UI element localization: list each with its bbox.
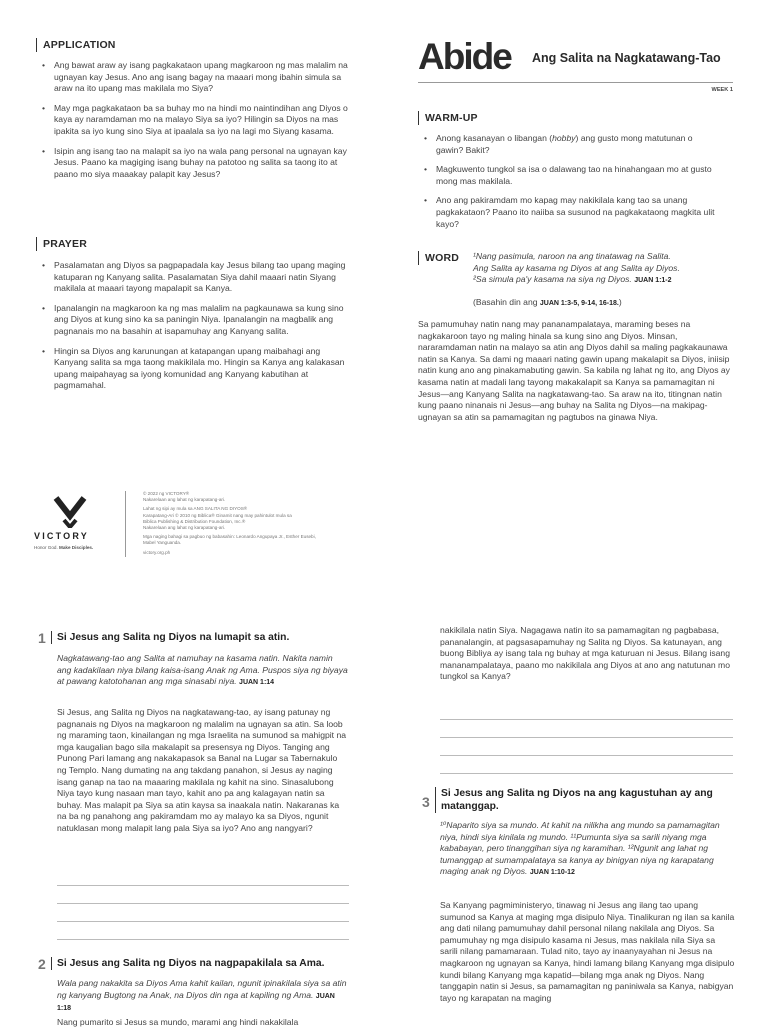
list-item: • Isipin ang isang tao na malapit sa iyo na wala pang personal na ugnayan kay Jesus. Paano ka magiging isang buhay na patotoo ng salita sa taong ito at paano mo siya maaakay palapit kay Jesus? — [40, 146, 352, 181]
victory-tagline: Honor God. Make Disciples. — [34, 545, 94, 550]
list-item: • Anong kasanayan o libangan (hobby) ang gusto mong matutunan o gawin? Bakit? — [422, 133, 722, 156]
prayer-heading: PRAYER — [36, 237, 87, 251]
point-verse: Nagkatawang-tao ang Salita at namuhay na kasama natin. Nakita namin ang kadakilaan niya bilang kaisa-isang Anak ng Ama. Puspos siya ng biyaya at pawang katotohanan ang mga sinasabi niya. JUAN 1:14 — [57, 653, 348, 687]
title-divider — [418, 82, 733, 83]
point-number: 3 — [422, 794, 430, 810]
word-heading: WORD — [418, 251, 459, 265]
victory-logo-icon — [52, 496, 88, 528]
point-body: Si Jesus, ang Salita ng Diyos na nagkatawang-tao, ay isang patunay ng pagnanais ng Diyos na magkaroon ng malalim na ugnayan sa atin. Sa loob ng maraming taon, kinailangan ng mga Israelita na sumunod sa mahigpit na mga kaugalian bago sila makalapit sa presensya ng Diyos. Tanging ang Punong Pari lamang ang nakakapasok sa Banal na Lugar sa Tabernakulo ng Templo. Nang dumating na ang takdang panahon, si Jesus ay naging isang ganap na tao na maaaring makilala ng kahit na sino. Sinasalubong Niya tayo kung nasaan man tayo, kahit ano pa ang kalagayan natin sa buhay. Mas malapit pa Siya sa atin kaysa sa inaakala natin. Nakaranas ka na ba ng panahong ang pakiramdam mo ay malayo ka sa Diyos, ngunit natuklasan mong malapit lang pala Siya sa iyo? Ano ang nangyari? — [57, 707, 347, 833]
page-title: Ang Salita na Nagkatawang-Tao — [532, 51, 721, 65]
list-item: • Ipanalangin na magkaroon ka ng mas malalim na pagkaunawa sa kung sino ang Diyos at kung sino ka sa paningin Niya. Ipanalangin na magbalik ang pagnanais mo na basahin at isapamuhay ang Kanyang salita. — [40, 303, 352, 338]
abide-logo: Abide — [418, 36, 511, 77]
word-paragraph: Sa pamumuhay natin nang may pananampalataya, maraming beses na nagkakaroon tayo ng maling hinala sa kung sino ang Diyos. Minsan, nararamdaman natin na malayo sa atin ang Diyos dahil sa maling pagkakaunawa natin sa Kanya. Sa dami ng maaari nating gawin upang makalapit sa Diyos, iniisip natin kung ano ang pinakamabuting gawin. Sa kabila ng lahat ng ito, ang Diyos ay kasama natin at madali lang tayong makakalapit sa Kanya sa pamamagitan ni Jesus—ang Kanyang Salita na nagkatawang-tao. Sa araw na ito, titingnan natin kung paano ninanais ni Jesus—ang buhay na Salita ng Diyos—na makipag-ugnayan sa atin sa pamamagitan ng pagtubos na ginawa Niya. — [418, 319, 730, 422]
also-read: (Basahin din ang JUAN 1:3-5, 9-14, 16-18.) — [473, 297, 622, 307]
warmup-heading: WARM-UP — [418, 111, 478, 125]
point-verse: ¹⁰Naparito siya sa mundo. At kahit na nilikha ang mundo sa pamamagitan niya, hindi siya kinilala ng mundo. ¹¹Pumunta siya sa sarili niyang mga kababayan, pero tinanggihan siya ng karamihan. ¹²Ngunit ang lahat ng tumanggap at sumampalataya sa kanya ay binigyan niya ng karapatang maging anak ng Diyos. JUAN 1:10-12 — [440, 820, 720, 877]
warmup-list — [422, 133, 722, 238]
prayer-list — [40, 260, 352, 400]
point-number: 2 — [38, 956, 46, 972]
list-item: • Ang bawat araw ay isang pagkakataon upang magkaroon ng mas malalim na ugnayan kay Jesus. Ano ang isang bagay na maaari mong ibahin simula sa araw na ito upang mas makilala mo Siya? — [40, 60, 352, 95]
footer-divider — [125, 491, 126, 557]
copyright-block: © 2022 ng VICTORY® Nakarelaan ang lahat ng karapatang-ari. Lahat ng sipi ay mula sa ANG SALITA NG DIYOS® Karapatang-Ari © 2010 ng Biblica® Ginamit nang may pahintulot mula sa Biblica Publishing & Distribution Foundation, Inc.® Nakarelaan ang lahat ng karapatang-ari. Mga naging bahagi sa pagbuo ng babasahin: Leonardo Angupaya Jr., Esther Eusebi, Mabel Yanguanda. victory.org.ph — [143, 491, 316, 555]
application-list — [40, 60, 352, 188]
list-item: • Pasalamatan ang Diyos sa pagpapadala kay Jesus bilang tao upang maging katuparan ng Kanyang salita. Pasalamatan Siya dahil maaari natin Siyang makilala at maaari tayong mapalapit sa Kanya. — [40, 260, 352, 295]
victory-wordmark: VICTORY — [34, 531, 89, 541]
list-item: • May mga pagkakataon ba sa buhay mo na hindi mo naintindihan ang Diyos o kaya ay naramdaman mo na malayo Siya sa iyo? Hilingin sa Diyos na mas ipakita sa iyo kung sino Siya at ipaalala sa iyo na lagi mo Siyang kasama. — [40, 103, 352, 138]
word-verse: ¹Nang pasimula, naroon na ang tinatawag na Salita. Ang Salita ay kasama ng Diyos at ang Salita ay Diyos. ²Sa simula pa'y kasama na siya ng Diyos. JUAN 1:1-2 — [473, 251, 680, 285]
point-verse: Wala pang nakakita sa Diyos Ama kahit kailan, ngunit ipinakilala siya sa atin ng kanyang Bugtong na Anak, na Diyos din nga at kapiling ng Ama. JUAN 1:18 — [57, 978, 347, 1013]
list-item: • Ano ang pakiramdam mo kapag may nakikilala kang tao sa unang pagkakataon? Paano ito naiiba sa susunod na pagkakataong magkita ulit kayo? — [422, 195, 722, 230]
answer-lines — [57, 868, 349, 940]
week-label: WEEK 1 — [711, 87, 733, 93]
point-body: Nang pumarito si Jesus sa mundo, marami ang hindi nakakilala — [57, 1017, 299, 1027]
list-item: • Magkuwento tungkol sa isa o dalawang tao na hinahangaan mo at gusto mong mas makilala. — [422, 164, 722, 187]
point-title: Si Jesus ang Salita ng Diyos na ang kagustuhan ay ang matanggap. — [435, 787, 731, 813]
point-body: Sa Kanyang pagmiministeryo, tinawag ni Jesus ang ilang tao upang sumunod sa Kanya at maging mga disipulo Niya. Tinalikuran ng ilan sa kanila ang dati nilang pamumuhay dahil personal nilang nakilala ang Diyos. Sa pamumuhay ng mga disipulo kasama ni Jesus, mas nakilala nila Siya sa sarili nilang pamamaraan. Tulad nito, tayo ay inaanyayahan ni Jesus na magkaroon ng ugnayan sa Kanya, hindi lamang bilang Kanyang mga disipulo kundi bilang Kanyang mga kapatid—bilang mga anak ng Diyos. Nang tanggapin natin si Jesus, sa pamamagitan ng paniniwala sa Kanya, nabigyan tayo ng karapatan na maging — [440, 900, 735, 1003]
application-heading: APPLICATION — [36, 38, 116, 52]
point-body-continued: nakikilala natin Siya. Nagagawa natin ito sa pamamagitan ng pagbabasa, pananalangin, at pagsasapamuhay ng Salita ng Diyos. Sa katunayan, ang buong Bibliya ay isang tala ng buhay at mga katuruan ni Jesus. Bilang isang mananampalataya, paano mo nakikilala ang Diyos at ano ang natutunan mo tungkol sa Kanya? — [440, 625, 730, 682]
point-title: Si Jesus ang Salita ng Diyos na nagpapakilala sa Ama. — [51, 957, 357, 970]
point-number: 1 — [38, 630, 46, 646]
answer-lines — [440, 702, 733, 774]
point-title: Si Jesus ang Salita ng Diyos na lumapit sa atin. — [51, 631, 357, 644]
list-item: • Hingin sa Diyos ang karunungan at katapangan upang maibahagi ang Kanyang salita sa mga taong makikilala mo. Hingin sa Kanya ang kalakasan upang maipahayag sa iyong komunidad ang Kanyang kabutihan at pagmamahal. — [40, 346, 352, 392]
